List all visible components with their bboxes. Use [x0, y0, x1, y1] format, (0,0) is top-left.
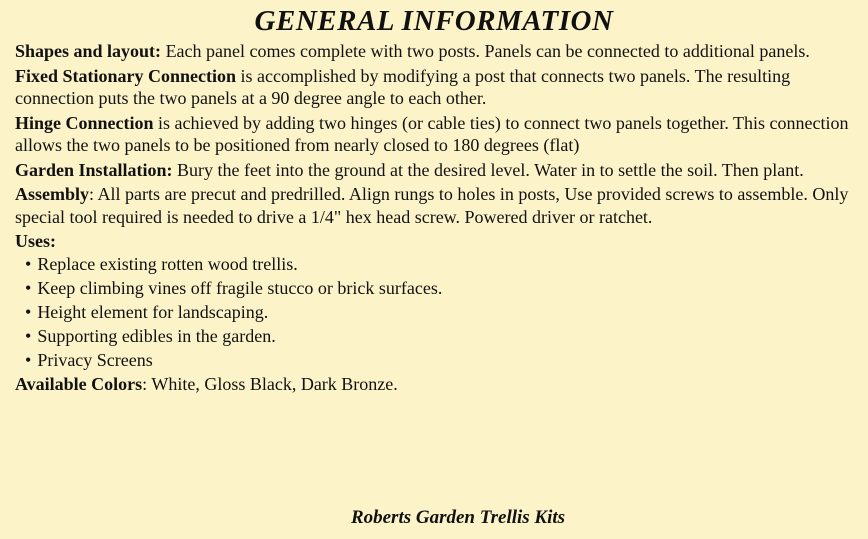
garden-installation-label: Garden Installation: [15, 159, 173, 180]
assembly-label: Assembly [15, 184, 90, 204]
fixed-connection-paragraph [15, 65, 860, 110]
uses-item: • Replace existing rotten wood trellis. [25, 253, 860, 276]
uses-list [15, 253, 860, 372]
colors-paragraph [15, 373, 860, 396]
shapes-label: Shapes and layout: [15, 41, 162, 61]
hinge-connection-label: Hinge Connection [15, 112, 154, 133]
shapes-text: Each panel comes complete with two posts. Panels can be connected to additional panels. [161, 41, 810, 61]
footer-brand: Roberts Garden Trellis Kits [350, 507, 566, 528]
garden-installation-paragraph [15, 159, 860, 182]
page-title: GENERAL INFORMATION [254, 5, 614, 37]
colors-label: Available Colors [15, 373, 143, 394]
uses-item: • Privacy Screens [25, 349, 860, 372]
info-body [15, 40, 860, 397]
fixed-connection-text: is accomplished by modifying a post that connects two panels. The resulting connection puts the two panels at a 90 degree angle to each other. [15, 65, 791, 108]
fixed-connection-label: Fixed Stationary Connection [15, 65, 237, 86]
uses-item: • Supporting edibles in the garden. [25, 325, 860, 348]
shapes-paragraph [15, 40, 860, 63]
assembly-text: : All parts are precut and predrilled. Align rungs to holes in posts, Use provided screws to assemble. Only special tool required is needed to drive a 1/4" hex head screw. Powered driver or ratchet. [15, 184, 849, 227]
uses-item: • Height element for landscaping. [25, 301, 860, 324]
colors-text: : White, Gloss Black, Dark Bronze. [142, 373, 398, 394]
assembly-paragraph [15, 183, 860, 228]
garden-installation-text: Bury the feet into the ground at the desired level. Water in to settle the soil. Then plant. [172, 159, 804, 180]
hinge-connection-paragraph [15, 112, 860, 157]
uses-label: Uses: [15, 231, 56, 251]
uses-item: • Keep climbing vines off fragile stucco or brick surfaces. [25, 277, 860, 300]
hinge-connection-text: is achieved by adding two hinges (or cable ties) to connect two panels together. This connection allows the two panels to be positioned from nearly closed to 180 degrees (flat) [15, 112, 849, 155]
